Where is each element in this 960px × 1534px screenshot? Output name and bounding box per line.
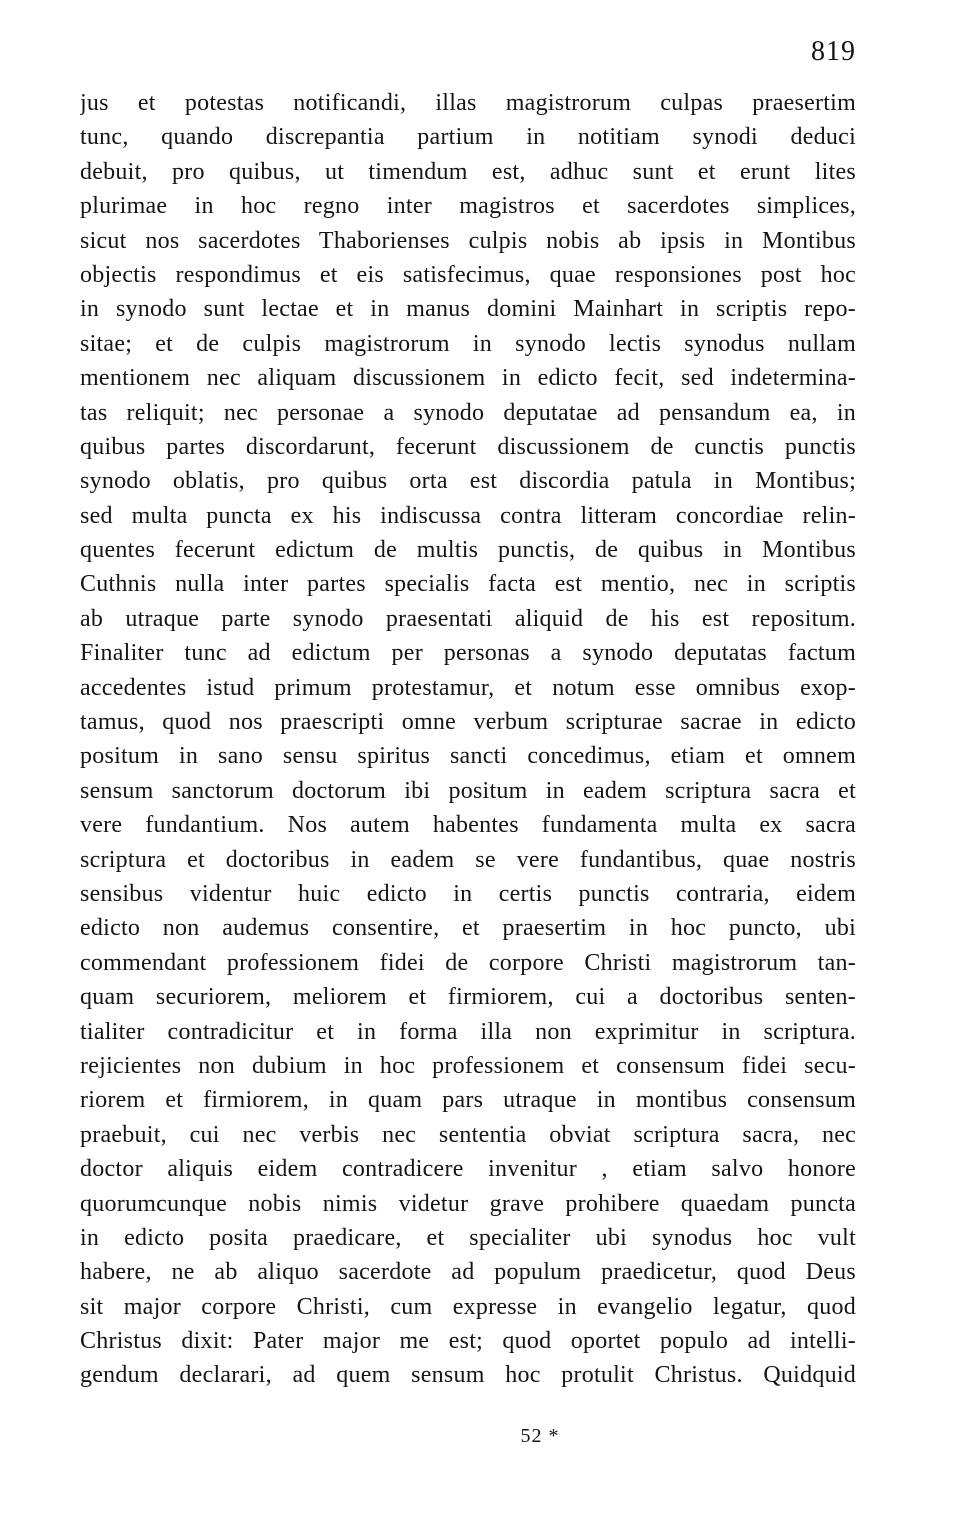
text-line: sensibus videntur huic edicto in certis punctis contraria, eidem bbox=[80, 880, 856, 907]
text-line: jus et potestas notificandi, illas magistrorum culpas praesertim bbox=[80, 90, 856, 116]
text-line: tialiter contradicitur et in forma illa non exprimitur in scriptura. bbox=[80, 1018, 856, 1045]
text-line: quorumcunque nobis nimis videtur grave prohibere quaedam puncta bbox=[80, 1190, 856, 1217]
text-line: sit major corpore Christi, cum expresse in evangelio legatur, quod bbox=[80, 1293, 856, 1320]
text-line: vere fundantium. Nos autem habentes fundamenta multa ex sacra bbox=[80, 812, 856, 839]
text-line: quibus partes discordarunt, fecerunt discussionem de cunctis punctis bbox=[80, 433, 856, 460]
text-line: tas reliquit; nec personae a synodo deputatae ad pensandum ea, in bbox=[80, 399, 856, 426]
text-line: accedentes istud primum protestamur, et notum esse omnibus exop- bbox=[80, 674, 856, 701]
text-line: habere, ne ab aliquo sacerdote ad populum praedicetur, quod Deus bbox=[80, 1259, 856, 1286]
text-line: positum in sano sensu spiritus sancti concedimus, etiam et omnem bbox=[80, 743, 856, 770]
text-line: scriptura et doctoribus in eadem se vere fundantibus, quae nostris bbox=[80, 846, 856, 873]
text-line: in synodo sunt lectae et in manus domini Mainhart in scriptis repo- bbox=[80, 296, 856, 323]
text-line: synodo oblatis, pro quibus orta est discordia patula in Montibus; bbox=[80, 468, 856, 495]
text-line: tamus, quod nos praescripti omne verbum scripturae sacrae in edicto bbox=[80, 709, 856, 736]
text-line: edicto non audemus consentire, et praesertim in hoc puncto, ubi bbox=[80, 915, 856, 942]
text-line: Cuthnis nulla inter partes specialis facta est mentio, nec in scriptis bbox=[80, 571, 856, 598]
text-line: riorem et firmiorem, in quam pars utraque in montibus consensum bbox=[80, 1087, 856, 1114]
text-line: sensum sanctorum doctorum ibi positum in eadem scriptura sacra et bbox=[80, 777, 856, 804]
page-number: 819 bbox=[811, 36, 856, 67]
text-line: rejicientes non dubium in hoc professionem et consensum fidei secu- bbox=[80, 1052, 856, 1079]
text-line: quam securiorem, meliorem et firmiorem, cui a doctoribus senten- bbox=[80, 984, 856, 1011]
text-line: praebuit, cui nec verbis nec sententia obviat scriptura sacra, nec bbox=[80, 1121, 856, 1148]
signature-mark: 52 * bbox=[520, 1425, 560, 1447]
text-line: quentes fecerunt edictum de multis punctis, de quibus in Montibus bbox=[80, 537, 856, 564]
text-line: commendant professionem fidei de corpore Christi magistrorum tan- bbox=[80, 949, 856, 976]
text-line: doctor aliquis eidem contradicere invenitur , etiam salvo honore bbox=[80, 1156, 856, 1183]
text-line: Finaliter tunc ad edictum per personas a synodo deputatas factum bbox=[80, 640, 856, 667]
text-line: objectis respondimus et eis satisfecimus, quae responsiones post hoc bbox=[80, 261, 856, 288]
text-line: sicut nos sacerdotes Thaborienses culpis nobis ab ipsis in Montibus bbox=[80, 227, 856, 254]
text-line: gendum declarari, ad quem sensum hoc protulit Christus. Quidquid bbox=[80, 1362, 856, 1389]
text-line: tunc, quando discrepantia partium in notitiam synodi deduci bbox=[80, 124, 856, 151]
text-line: Christus dixit: Pater major me est; quod oportet populo ad intelli- bbox=[80, 1328, 856, 1355]
text-line: plurimae in hoc regno inter magistros et sacerdotes simplices, bbox=[80, 193, 856, 220]
text-line: mentionem nec aliquam discussionem in edicto fecit, sed indetermina- bbox=[80, 365, 856, 392]
text-line: ab utraque parte synodo praesentati aliquid de his est repositum. bbox=[80, 605, 856, 632]
text-line: sitae; et de culpis magistrorum in synodo lectis synodus nullam bbox=[80, 330, 856, 357]
text-line: in edicto posita praedicare, et specialiter ubi synodus hoc vult bbox=[80, 1224, 856, 1251]
body-text bbox=[80, 86, 856, 1393]
signature-mark-row bbox=[0, 1426, 960, 1446]
text-line: sed multa puncta ex his indiscussa contra litteram concordiae relin- bbox=[80, 502, 856, 529]
text-line: debuit, pro quibus, ut timendum est, adhuc sunt et erunt lites bbox=[80, 158, 856, 185]
